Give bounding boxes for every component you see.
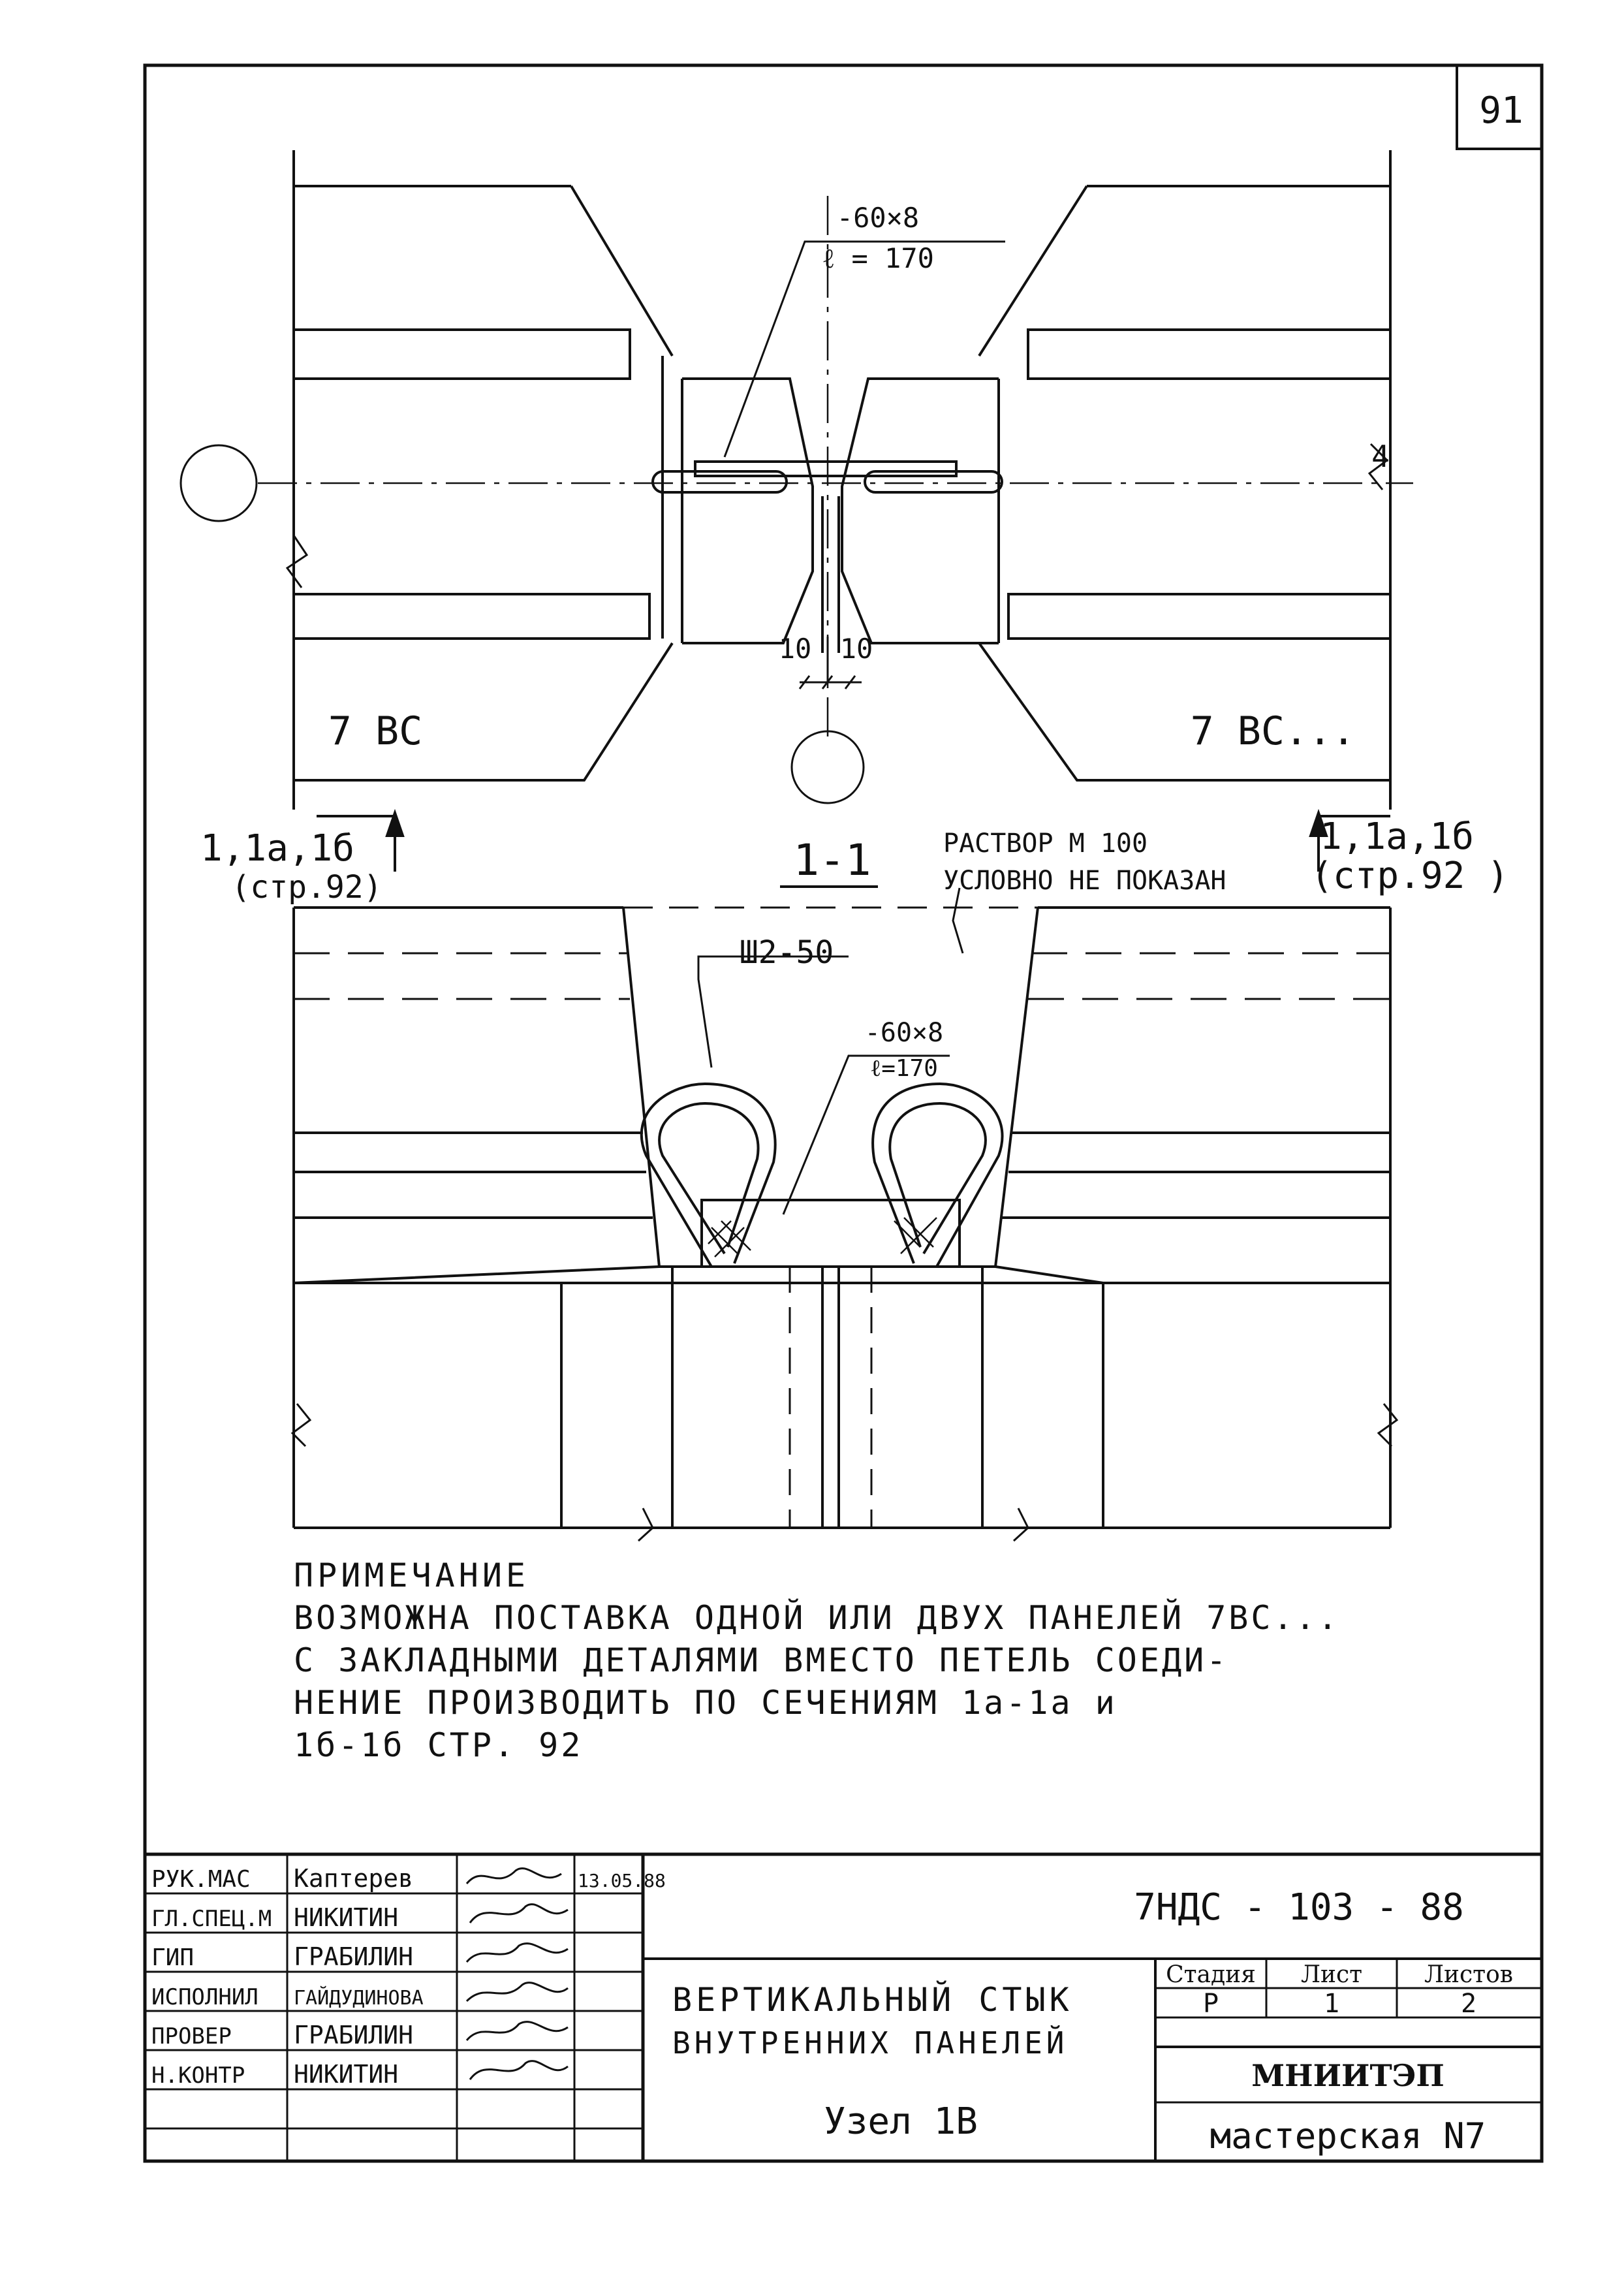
signature-role: ИСПОЛНИЛ bbox=[151, 1984, 258, 2010]
note-line3: НЕНИЕ ПРОИЗВОДИТЬ ПО СЕЧЕНИЯМ 1а-1а и bbox=[294, 1684, 1117, 1722]
stage-header: Стадия bbox=[1166, 1961, 1256, 1988]
signature-role: ГИП bbox=[151, 1944, 195, 1971]
workshop-name: мастерская N7 bbox=[1210, 2115, 1486, 2157]
signature-role: ГЛ.СПЕЦ.М bbox=[151, 1906, 272, 1932]
signature-date: 13.05.88 bbox=[578, 1870, 666, 1891]
section-plate-label: -60×8 bbox=[864, 1018, 944, 1048]
right-section-ref-code: 1,1а,1б bbox=[1319, 815, 1475, 858]
signature-name: ГАЙДУДИНОВА bbox=[294, 1987, 424, 2010]
signature-role: Н.КОНТР bbox=[151, 2063, 245, 2089]
mortar-note-line2: УСЛОВНО НЕ ПОКАЗАН bbox=[943, 866, 1226, 896]
plan-right-panel-label: 7 ВС... bbox=[1190, 708, 1356, 754]
sheet-value: 1 bbox=[1323, 1989, 1340, 2019]
document-code: 7НДС - 103 - 88 bbox=[1134, 1886, 1464, 1929]
right-section-ref-page: (стр.92 ) bbox=[1311, 855, 1509, 897]
section-title: 1-1 bbox=[793, 835, 871, 885]
note-line2: С ЗАКЛАДНЫМИ ДЕТАЛЯМИ ВМЕСТО ПЕТЕЛЬ СОЕДИ- bbox=[294, 1641, 1229, 1679]
gap-right-value: 10 bbox=[839, 633, 873, 665]
signature-role: ПРОВЕР bbox=[151, 2023, 232, 2049]
plan-left-panel-label: 7 ВС bbox=[328, 708, 423, 754]
stage-value: Р bbox=[1202, 1989, 1219, 2019]
note-line1: ВОЗМОЖНА ПОСТАВКА ОДНОЙ ИЛИ ДВУХ ПАНЕЛЕЙ 7ВС... bbox=[294, 1599, 1340, 1637]
signature-name: НИКИТИН bbox=[294, 2060, 399, 2089]
signature-name: ГРАБИЛИН bbox=[294, 2021, 414, 2049]
sheet-number: 91 bbox=[1479, 89, 1523, 132]
left-section-ref-page: (стр.92) bbox=[231, 869, 383, 906]
drawing-title-line2: ВНУТРЕННИХ ПАНЕЛЕЙ bbox=[672, 2025, 1069, 2061]
mortar-note-line1: РАСТВОР М 100 bbox=[943, 829, 1148, 859]
signature-name: ГРАБИЛИН bbox=[294, 1942, 414, 1971]
signature-name: НИКИТИН bbox=[294, 1903, 399, 1932]
note-title: ПРИМЕЧАНИЕ bbox=[294, 1557, 530, 1594]
signature-role: РУК.МАС bbox=[151, 1866, 251, 1893]
note-line4: 1б-1б СТР. 92 bbox=[294, 1726, 584, 1764]
break-mark-label: 4 bbox=[1371, 439, 1390, 474]
section-plate-length: ℓ=170 bbox=[870, 1055, 938, 1082]
sheets-value: 2 bbox=[1460, 1989, 1477, 2019]
left-section-ref-code: 1,1а,1б bbox=[200, 827, 355, 870]
organization-name: МНИИТЭП bbox=[1251, 2058, 1444, 2093]
signature-name: Каптерев bbox=[294, 1864, 414, 1893]
plan-plate-label: -60×8 bbox=[836, 202, 920, 234]
gap-left-value: 10 bbox=[778, 633, 812, 665]
sheet-header: Лист bbox=[1300, 1961, 1363, 1988]
plan-plate-length: ℓ = 170 bbox=[822, 242, 934, 274]
drawing-title-line1: ВЕРТИКАЛЬНЫЙ СТЫК bbox=[672, 1981, 1073, 2019]
rod-label: Ш2-50 bbox=[739, 934, 834, 971]
sheets-header: Листов bbox=[1424, 1961, 1514, 1988]
node-label: Узел 1В bbox=[823, 2100, 978, 2143]
